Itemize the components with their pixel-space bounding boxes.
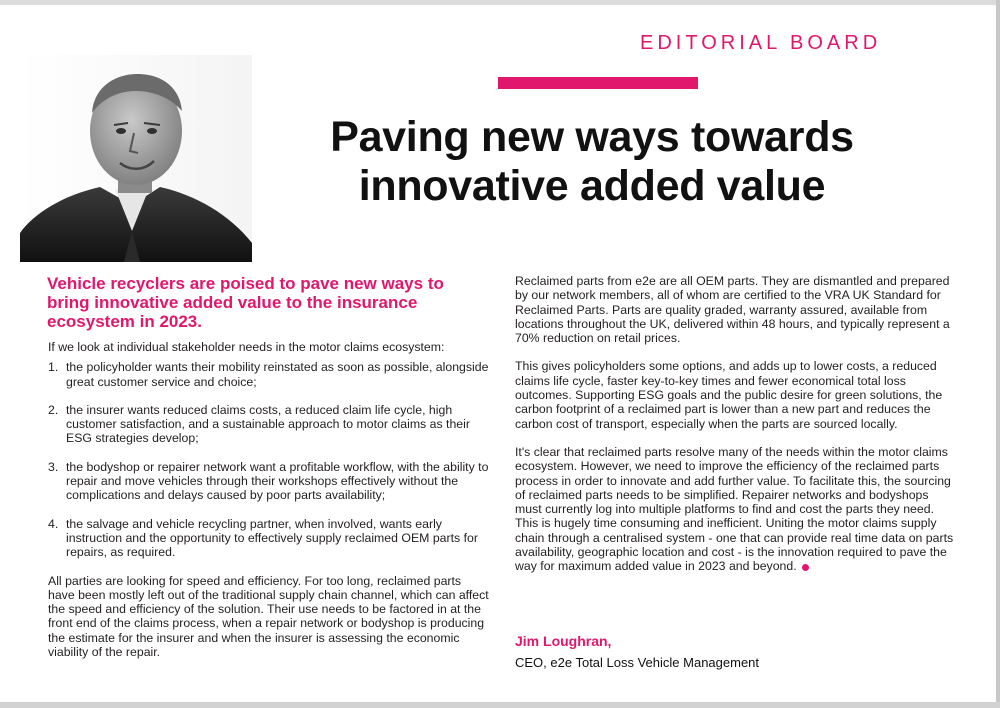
author-name: Jim Loughran, <box>515 633 612 649</box>
page-frame-bottom <box>0 702 1000 708</box>
list-number: 3. <box>48 459 59 474</box>
headline <box>262 113 922 211</box>
list-text: the salvage and vehicle recycling partner, when involved, wants early instruction and the opportunity to effectively supply reclaimed OEM parts for repairs, as required. <box>66 516 478 560</box>
right-column <box>515 274 955 574</box>
author-role: CEO, e2e Total Loss Vehicle Management <box>515 655 760 670</box>
standfirst: Vehicle recyclers are poised to pave new ways to bring innovative added value to the insurance ecosystem in 2023. <box>47 274 444 331</box>
conclusion-text: It's clear that reclaimed parts resolve many of the needs within the motor claims ecosystem. However, we need to improve the efficiency of the reclaimed parts process in order to innovate and add further value. To facilitate this, the sourcing of reclaimed parts needs to be simplified. Repairer networks and bodyshops must currently log into multiple platforms to find and cost the parts they need. This is hugely time consuming and inefficient. Uniting the motor claims supply chain through a centralised system - one that can provide real time data on parts availability, geographic location and cost - is the innovation required to pave the way for maximum added value in 2023 and beyond. <box>515 444 954 574</box>
paragraph-oem-parts: Reclaimed parts from e2e are all OEM parts. They are dismantled and prepared by our network members, all of whom are certified to the VRA UK Standard for Reclaimed Parts. Parts are quality graded, warranty assured, available from locations throughout the UK, delivered within 48 hours, and typically represent a 70% reduction on retail prices. <box>515 274 950 346</box>
headline-line-1: Paving new ways towards <box>330 113 854 161</box>
list-item <box>48 517 490 560</box>
headline-line-2: innovative added value <box>358 162 826 210</box>
list-text: the insurer wants reduced claims costs, a reduced claim life cycle, high customer satisfaction, and a sustainable approach to motor claims as their ESG strategies develop; <box>66 402 470 446</box>
list-text: the bodyshop or repairer network want a profitable workflow, with the ability to repair and move vehicles through their workshops effectively without the complications and delays caused by poor parts availability; <box>66 459 489 503</box>
page-frame-right <box>996 0 1000 708</box>
section-label: EDITORIAL BOARD <box>640 32 882 54</box>
intro-paragraph: If we look at individual stakeholder needs in the motor claims ecosystem: <box>48 340 445 354</box>
paragraph-conclusion <box>515 445 955 574</box>
stakeholder-list <box>48 360 490 559</box>
list-number: 4. <box>48 516 59 531</box>
list-number: 2. <box>48 402 59 417</box>
list-item <box>48 360 490 389</box>
accent-bar <box>498 77 698 89</box>
closing-paragraph: All parties are looking for speed and efficiency. For too long, reclaimed parts have been mostly left out of the traditional supply chain channel, which can affect the speed and efficiency of the solution. Their use needs to be factored in at the front end of the claims process, when a repair network or bodyshop is producing the estimate for the insurer and when the insurer is assessing the economic viability of the repair. <box>48 573 489 660</box>
author-photo <box>20 55 252 262</box>
pink-dot-icon <box>802 564 809 571</box>
left-column <box>48 340 490 659</box>
list-number: 1. <box>48 360 59 375</box>
list-item <box>48 403 490 446</box>
page-frame-top <box>0 0 1000 5</box>
list-text: the policyholder wants their mobility reinstated as soon as possible, alongside great customer service and choice; <box>66 360 489 389</box>
list-item <box>48 460 490 503</box>
paragraph-benefits: This gives policyholders some options, and adds up to lower costs, a reduced claims life cycle, faster key-to-key times and fewer economical total loss outcomes. Supporting ESG goals and the public desire for green solutions, the carbon footprint of a reclaimed part is lower than a new part and reduces the carbon cost of transport, especially when the parts are sourced locally. <box>515 359 943 431</box>
